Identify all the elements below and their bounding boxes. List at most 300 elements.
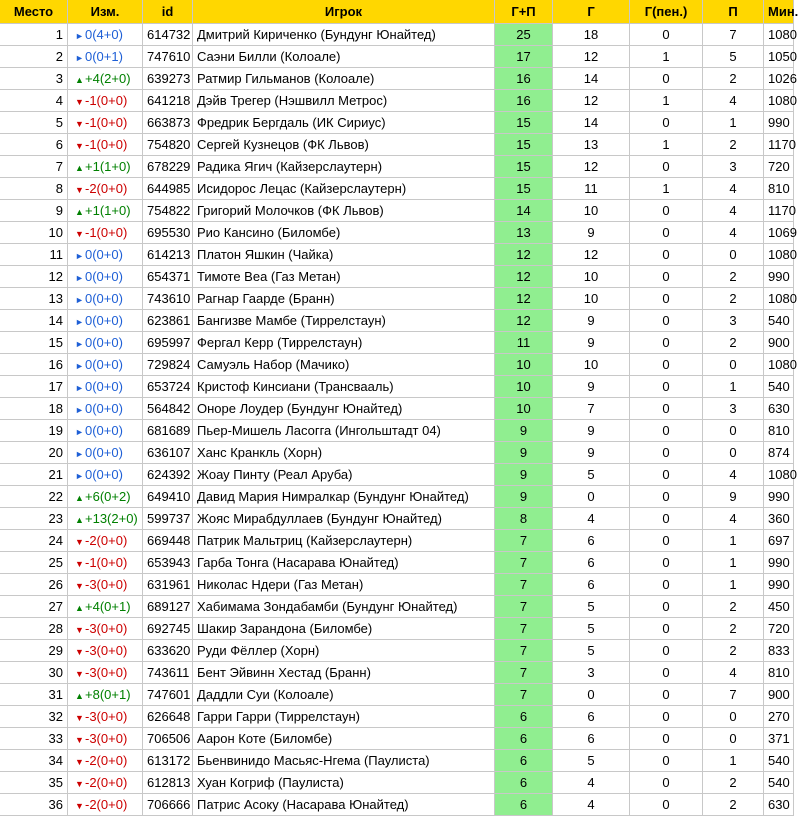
table-row[interactable] [0, 750, 794, 772]
goals-cell: 12 [553, 46, 630, 68]
points-cell: 16 [495, 90, 553, 112]
col-goals-header[interactable]: Г [553, 0, 630, 24]
change-cell [68, 574, 143, 596]
place-cell: 30 [0, 662, 68, 684]
change-arrow-icon: ▼ [75, 119, 84, 129]
player-cell: Николас Ндери (Газ Метан) [193, 574, 495, 596]
place-cell: 24 [0, 530, 68, 552]
player-cell: Пьер-Мишель Ласогга (Ингольштадт 04) [193, 420, 495, 442]
table-row[interactable] [0, 178, 794, 200]
change-cell [68, 134, 143, 156]
table-row[interactable] [0, 574, 794, 596]
minutes-cell: 630 [764, 398, 794, 420]
goals-cell: 13 [553, 134, 630, 156]
place-cell: 11 [0, 244, 68, 266]
table-row[interactable] [0, 90, 794, 112]
assists-cell: 1 [703, 552, 764, 574]
player-cell: Ратмир Гильманов (Колоале) [193, 68, 495, 90]
place-cell: 19 [0, 420, 68, 442]
change-cell [68, 684, 143, 706]
change-value: +6(0+2) [85, 489, 131, 504]
table-row[interactable] [0, 222, 794, 244]
table-row[interactable] [0, 464, 794, 486]
place-cell: 13 [0, 288, 68, 310]
minutes-cell: 540 [764, 376, 794, 398]
table-row[interactable] [0, 68, 794, 90]
player-cell: Радика Ягич (Кайзерслаутерн) [193, 156, 495, 178]
change-arrow-icon: ▼ [75, 97, 84, 107]
change-value: 0(0+0) [85, 423, 123, 438]
change-value: -1(0+0) [85, 225, 128, 240]
table-row[interactable] [0, 442, 794, 464]
change-arrow-icon: ▼ [75, 141, 84, 151]
change-arrow-icon: ► [75, 295, 84, 305]
change-arrow-icon: ▼ [75, 779, 84, 789]
change-arrow-icon: ▲ [75, 163, 84, 173]
penalty-goals-cell: 1 [630, 46, 703, 68]
col-id-header[interactable]: id [143, 0, 193, 24]
points-cell: 9 [495, 464, 553, 486]
change-arrow-icon: ► [75, 361, 84, 371]
player-cell: Исидорос Лецас (Кайзерслаутерн) [193, 178, 495, 200]
change-value: -2(0+0) [85, 753, 128, 768]
points-cell: 7 [495, 574, 553, 596]
assists-cell: 1 [703, 112, 764, 134]
change-value: -2(0+0) [85, 797, 128, 812]
player-cell: Самуэль Набор (Мачико) [193, 354, 495, 376]
goals-cell: 9 [553, 420, 630, 442]
penalty-goals-cell: 0 [630, 486, 703, 508]
id-cell: 626648 [143, 706, 193, 728]
points-cell: 7 [495, 552, 553, 574]
goals-cell: 18 [553, 24, 630, 46]
table-row[interactable] [0, 244, 794, 266]
place-cell: 3 [0, 68, 68, 90]
penalty-goals-cell: 0 [630, 24, 703, 46]
change-cell [68, 112, 143, 134]
table-row[interactable] [0, 662, 794, 684]
goals-cell: 5 [553, 618, 630, 640]
penalty-goals-cell: 0 [630, 200, 703, 222]
change-arrow-icon: ► [75, 427, 84, 437]
minutes-cell: 540 [764, 310, 794, 332]
goals-cell: 11 [553, 178, 630, 200]
player-cell: Бент Эйвинн Хестад (Бранн) [193, 662, 495, 684]
change-value: -1(0+0) [85, 93, 128, 108]
assists-cell: 9 [703, 486, 764, 508]
table-row[interactable] [0, 728, 794, 750]
table-row[interactable] [0, 24, 794, 46]
player-cell: Гарба Тонга (Насарава Юнайтед) [193, 552, 495, 574]
points-cell: 15 [495, 112, 553, 134]
id-cell: 612813 [143, 772, 193, 794]
place-cell: 25 [0, 552, 68, 574]
assists-cell: 2 [703, 640, 764, 662]
points-cell: 15 [495, 178, 553, 200]
penalty-goals-cell: 0 [630, 420, 703, 442]
change-value: 0(0+1) [85, 49, 123, 64]
change-cell [68, 794, 143, 816]
change-arrow-icon: ▼ [75, 735, 84, 745]
id-cell: 633620 [143, 640, 193, 662]
id-cell: 743611 [143, 662, 193, 684]
col-assists-header[interactable]: П [703, 0, 764, 24]
id-cell: 669448 [143, 530, 193, 552]
place-cell: 12 [0, 266, 68, 288]
player-cell: Гарри Гарри (Тиррелстаун) [193, 706, 495, 728]
assists-cell: 0 [703, 728, 764, 750]
assists-cell: 7 [703, 24, 764, 46]
change-value: -3(0+0) [85, 577, 128, 592]
player-cell: Патрик Мальтриц (Кайзерслаутерн) [193, 530, 495, 552]
change-arrow-icon: ▲ [75, 603, 84, 613]
place-cell: 2 [0, 46, 68, 68]
change-arrow-icon: ▼ [75, 669, 84, 679]
place-cell: 9 [0, 200, 68, 222]
change-value: 0(0+0) [85, 335, 123, 350]
table-row[interactable] [0, 288, 794, 310]
points-cell: 11 [495, 332, 553, 354]
table-row[interactable] [0, 134, 794, 156]
player-cell: Саэни Билли (Колоале) [193, 46, 495, 68]
place-cell: 29 [0, 640, 68, 662]
place-cell: 26 [0, 574, 68, 596]
place-cell: 28 [0, 618, 68, 640]
goals-cell: 6 [553, 728, 630, 750]
penalty-goals-cell: 0 [630, 618, 703, 640]
change-arrow-icon: ► [75, 251, 84, 261]
assists-cell: 3 [703, 398, 764, 420]
points-cell: 6 [495, 706, 553, 728]
assists-cell: 0 [703, 442, 764, 464]
assists-cell: 3 [703, 310, 764, 332]
goals-cell: 10 [553, 288, 630, 310]
col-place-header[interactable]: Место [0, 0, 68, 24]
points-cell: 7 [495, 684, 553, 706]
penalty-goals-cell: 0 [630, 442, 703, 464]
change-value: 0(0+0) [85, 467, 123, 482]
place-cell: 36 [0, 794, 68, 816]
change-arrow-icon: ► [75, 449, 84, 459]
change-value: -3(0+0) [85, 621, 128, 636]
assists-cell: 4 [703, 464, 764, 486]
change-arrow-icon: ▼ [75, 757, 84, 767]
player-cell: Дмитрий Кириченко (Бундунг Юнайтед) [193, 24, 495, 46]
change-arrow-icon: ▼ [75, 801, 84, 811]
player-cell: Давид Мария Нимралкар (Бундунг Юнайтед) [193, 486, 495, 508]
id-cell: 564842 [143, 398, 193, 420]
points-cell: 7 [495, 596, 553, 618]
assists-cell: 4 [703, 178, 764, 200]
goals-cell: 9 [553, 442, 630, 464]
id-cell: 649410 [143, 486, 193, 508]
goals-cell: 6 [553, 530, 630, 552]
penalty-goals-cell: 0 [630, 750, 703, 772]
change-arrow-icon: ► [75, 273, 84, 283]
penalty-goals-cell: 0 [630, 530, 703, 552]
points-cell: 12 [495, 288, 553, 310]
points-cell: 17 [495, 46, 553, 68]
assists-cell: 4 [703, 200, 764, 222]
change-cell [68, 200, 143, 222]
points-cell: 10 [495, 354, 553, 376]
points-cell: 10 [495, 398, 553, 420]
penalty-goals-cell: 0 [630, 508, 703, 530]
id-cell: 681689 [143, 420, 193, 442]
assists-cell: 5 [703, 46, 764, 68]
change-cell [68, 266, 143, 288]
minutes-cell: 990 [764, 552, 794, 574]
penalty-goals-cell: 0 [630, 376, 703, 398]
change-cell [68, 640, 143, 662]
change-cell [68, 552, 143, 574]
table-row[interactable] [0, 46, 794, 68]
change-arrow-icon: ▼ [75, 185, 84, 195]
table-row[interactable] [0, 376, 794, 398]
id-cell: 695997 [143, 332, 193, 354]
table-row[interactable] [0, 552, 794, 574]
id-cell: 614213 [143, 244, 193, 266]
id-cell: 614732 [143, 24, 193, 46]
id-cell: 654371 [143, 266, 193, 288]
change-cell [68, 222, 143, 244]
place-cell: 14 [0, 310, 68, 332]
player-cell: Рагнар Гаарде (Бранн) [193, 288, 495, 310]
assists-cell: 4 [703, 222, 764, 244]
change-value: +1(1+0) [85, 203, 131, 218]
minutes-cell: 697 [764, 530, 794, 552]
change-arrow-icon: ► [75, 31, 84, 41]
player-cell: Дэйв Трегер (Нэшвилл Метрос) [193, 90, 495, 112]
table-row[interactable] [0, 200, 794, 222]
change-value: 0(0+0) [85, 247, 123, 262]
minutes-cell: 1170 [764, 134, 794, 156]
change-arrow-icon: ► [75, 339, 84, 349]
player-cell: Ханс Кранкль (Хорн) [193, 442, 495, 464]
change-value: -2(0+0) [85, 533, 128, 548]
points-cell: 6 [495, 794, 553, 816]
assists-cell: 2 [703, 332, 764, 354]
table-body [0, 24, 797, 816]
change-arrow-icon: ▼ [75, 713, 84, 723]
table-row[interactable] [0, 772, 794, 794]
table-row[interactable] [0, 354, 794, 376]
change-value: -1(0+0) [85, 115, 128, 130]
col-penalty-goals-header[interactable]: Г(пен.) [630, 0, 703, 24]
penalty-goals-cell: 0 [630, 244, 703, 266]
table-row[interactable] [0, 530, 794, 552]
assists-cell: 2 [703, 134, 764, 156]
id-cell: 678229 [143, 156, 193, 178]
change-arrow-icon: ▲ [75, 691, 84, 701]
change-cell [68, 90, 143, 112]
player-cell: Бангизве Мамбе (Тиррелстаун) [193, 310, 495, 332]
goals-cell: 6 [553, 706, 630, 728]
table-row[interactable] [0, 794, 794, 816]
minutes-cell: 990 [764, 486, 794, 508]
minutes-cell: 900 [764, 684, 794, 706]
col-points-header[interactable]: Г+П [495, 0, 553, 24]
assists-cell: 0 [703, 706, 764, 728]
minutes-cell: 990 [764, 574, 794, 596]
change-value: 0(4+0) [85, 27, 123, 42]
goals-cell: 14 [553, 68, 630, 90]
table-row[interactable] [0, 266, 794, 288]
change-cell [68, 464, 143, 486]
assists-cell: 1 [703, 574, 764, 596]
penalty-goals-cell: 0 [630, 794, 703, 816]
change-value: +1(1+0) [85, 159, 131, 174]
player-cell: Даддли Суи (Колоале) [193, 684, 495, 706]
assists-cell: 4 [703, 662, 764, 684]
player-cell: Платон Яшкин (Чайка) [193, 244, 495, 266]
assists-cell: 0 [703, 420, 764, 442]
change-value: -3(0+0) [85, 665, 128, 680]
table-row[interactable] [0, 706, 794, 728]
change-cell [68, 618, 143, 640]
points-cell: 25 [495, 24, 553, 46]
assists-cell: 2 [703, 772, 764, 794]
assists-cell: 7 [703, 684, 764, 706]
points-cell: 13 [495, 222, 553, 244]
place-cell: 7 [0, 156, 68, 178]
change-arrow-icon: ► [75, 471, 84, 481]
minutes-cell: 990 [764, 266, 794, 288]
table-row[interactable] [0, 332, 794, 354]
change-value: 0(0+0) [85, 291, 123, 306]
change-cell [68, 46, 143, 68]
id-cell: 747610 [143, 46, 193, 68]
table-row[interactable] [0, 640, 794, 662]
table-row[interactable] [0, 596, 794, 618]
change-value: +8(0+1) [85, 687, 131, 702]
change-cell [68, 750, 143, 772]
penalty-goals-cell: 0 [630, 552, 703, 574]
change-arrow-icon: ▲ [75, 515, 84, 525]
penalty-goals-cell: 1 [630, 90, 703, 112]
points-cell: 12 [495, 310, 553, 332]
minutes-cell: 810 [764, 178, 794, 200]
minutes-cell: 990 [764, 112, 794, 134]
penalty-goals-cell: 0 [630, 266, 703, 288]
change-cell [68, 310, 143, 332]
minutes-cell: 1080 [764, 288, 794, 310]
goals-cell: 6 [553, 552, 630, 574]
table-row[interactable] [0, 156, 794, 178]
player-cell: Шакир Зарандона (Биломбе) [193, 618, 495, 640]
penalty-goals-cell: 0 [630, 288, 703, 310]
table-row[interactable] [0, 112, 794, 134]
penalty-goals-cell: 0 [630, 332, 703, 354]
col-minutes-header[interactable]: Мин. [764, 0, 794, 24]
penalty-goals-cell: 0 [630, 464, 703, 486]
points-cell: 7 [495, 662, 553, 684]
minutes-cell: 371 [764, 728, 794, 750]
change-cell [68, 596, 143, 618]
id-cell: 644985 [143, 178, 193, 200]
penalty-goals-cell: 0 [630, 156, 703, 178]
assists-cell: 2 [703, 266, 764, 288]
table-row[interactable] [0, 398, 794, 420]
change-cell [68, 376, 143, 398]
points-cell: 6 [495, 750, 553, 772]
table-row[interactable] [0, 618, 794, 640]
id-cell: 599737 [143, 508, 193, 530]
goals-cell: 5 [553, 640, 630, 662]
id-cell: 706506 [143, 728, 193, 750]
change-value: 0(0+0) [85, 357, 123, 372]
points-cell: 7 [495, 640, 553, 662]
player-cell: Хабимама Зондабамби (Бундунг Юнайтед) [193, 596, 495, 618]
col-player-header[interactable]: Игрок [193, 0, 495, 24]
table-row[interactable] [0, 310, 794, 332]
points-cell: 8 [495, 508, 553, 530]
change-cell [68, 156, 143, 178]
points-cell: 12 [495, 266, 553, 288]
change-value: 0(0+0) [85, 445, 123, 460]
assists-cell: 0 [703, 354, 764, 376]
minutes-cell: 720 [764, 156, 794, 178]
goals-cell: 0 [553, 486, 630, 508]
change-arrow-icon: ► [75, 53, 84, 63]
goals-cell: 9 [553, 376, 630, 398]
change-arrow-icon: ▼ [75, 647, 84, 657]
change-arrow-icon: ▼ [75, 537, 84, 547]
change-cell [68, 728, 143, 750]
goals-cell: 9 [553, 310, 630, 332]
change-cell [68, 398, 143, 420]
assists-cell: 1 [703, 750, 764, 772]
change-value: 0(0+0) [85, 379, 123, 394]
col-change-header[interactable]: Изм. [68, 0, 143, 24]
player-cell: Жояс Мирабдуллаев (Бундунг Юнайтед) [193, 508, 495, 530]
minutes-cell: 810 [764, 662, 794, 684]
minutes-cell: 1080 [764, 24, 794, 46]
penalty-goals-cell: 0 [630, 640, 703, 662]
place-cell: 17 [0, 376, 68, 398]
table-row[interactable] [0, 684, 794, 706]
change-cell [68, 178, 143, 200]
id-cell: 729824 [143, 354, 193, 376]
points-cell: 7 [495, 618, 553, 640]
player-cell: Оноре Лоудер (Бундунг Юнайтед) [193, 398, 495, 420]
player-cell: Фергал Керр (Тиррелстаун) [193, 332, 495, 354]
change-value: 0(0+0) [85, 269, 123, 284]
assists-cell: 1 [703, 530, 764, 552]
minutes-cell: 540 [764, 772, 794, 794]
change-value: -3(0+0) [85, 643, 128, 658]
table-row[interactable] [0, 486, 794, 508]
goals-cell: 12 [553, 90, 630, 112]
change-arrow-icon: ► [75, 383, 84, 393]
table-row[interactable] [0, 420, 794, 442]
id-cell: 743610 [143, 288, 193, 310]
table-row[interactable] [0, 508, 794, 530]
change-arrow-icon: ▼ [75, 229, 84, 239]
assists-cell: 2 [703, 288, 764, 310]
id-cell: 641218 [143, 90, 193, 112]
penalty-goals-cell: 0 [630, 596, 703, 618]
goals-cell: 12 [553, 244, 630, 266]
place-cell: 22 [0, 486, 68, 508]
penalty-goals-cell: 0 [630, 728, 703, 750]
id-cell: 689127 [143, 596, 193, 618]
change-cell [68, 24, 143, 46]
assists-cell: 2 [703, 794, 764, 816]
change-value: -1(0+0) [85, 137, 128, 152]
goals-cell: 4 [553, 794, 630, 816]
penalty-goals-cell: 0 [630, 222, 703, 244]
